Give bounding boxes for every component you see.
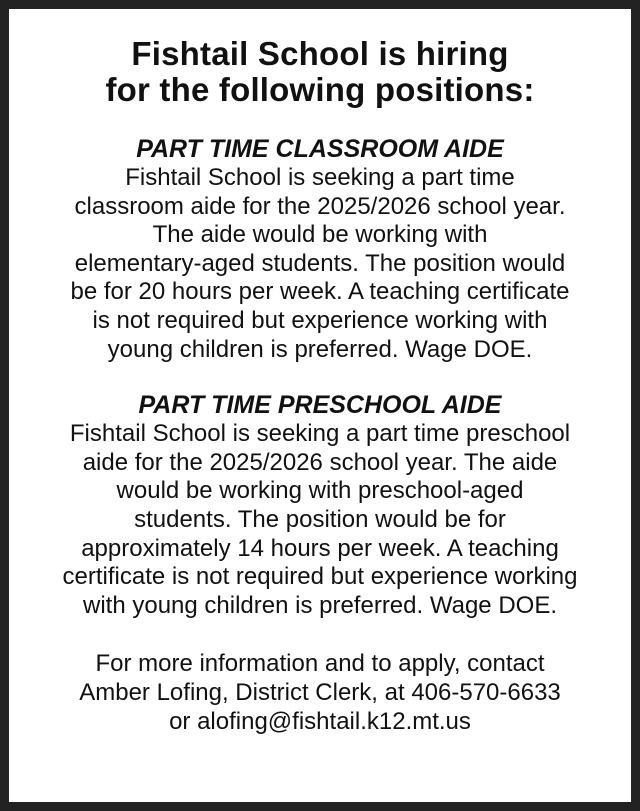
description-line: certificate is not required but experience working xyxy=(62,563,578,591)
position-description xyxy=(18,164,622,364)
description-line: young children is preferred. Wage DOE. xyxy=(107,335,533,363)
position-description xyxy=(18,420,622,620)
description-line: elementary-aged students. The position would xyxy=(74,249,566,277)
contact-line-1: For more information and to apply, contact xyxy=(95,650,545,678)
job-ad-content xyxy=(18,18,622,793)
position-title: PART TIME PRESCHOOL AIDE xyxy=(138,391,502,420)
description-line: approximately 14 hours per week. A teaching xyxy=(81,534,559,562)
description-line: Fishtail School is seeking a part time xyxy=(125,164,515,191)
position-preschool-aide xyxy=(18,390,622,620)
contact-line-2: Amber Lofing, District Clerk, at 406-570-6633 xyxy=(79,678,561,706)
description-line: aide for the 2025/2026 school year. The aide xyxy=(82,448,558,476)
description-line: Fishtail School is seeking a part time preschool xyxy=(69,420,571,448)
description-line: is not required but experience working with xyxy=(92,306,548,334)
description-line: students. The position would be for xyxy=(134,505,506,533)
position-title: PART TIME CLASSROOM AIDE xyxy=(136,135,504,163)
description-line: with young children is preferred. Wage DOE. xyxy=(83,591,557,619)
description-line: would be working with preschool-aged xyxy=(116,477,524,505)
headline-line-1: Fishtail School is hiring xyxy=(131,35,509,72)
headline-line-2: for the following positions: xyxy=(105,71,535,108)
headline xyxy=(18,36,622,108)
description-line: classroom aide for the 2025/2026 school year. xyxy=(74,192,566,220)
position-classroom-aide xyxy=(18,134,622,364)
description-line: The aide would be working with xyxy=(152,221,488,249)
contact-info xyxy=(18,650,622,736)
contact-email-line: or alofing@fishtail.k12.mt.us xyxy=(169,707,471,735)
description-line: be for 20 hours per week. A teaching certificate xyxy=(70,278,570,306)
